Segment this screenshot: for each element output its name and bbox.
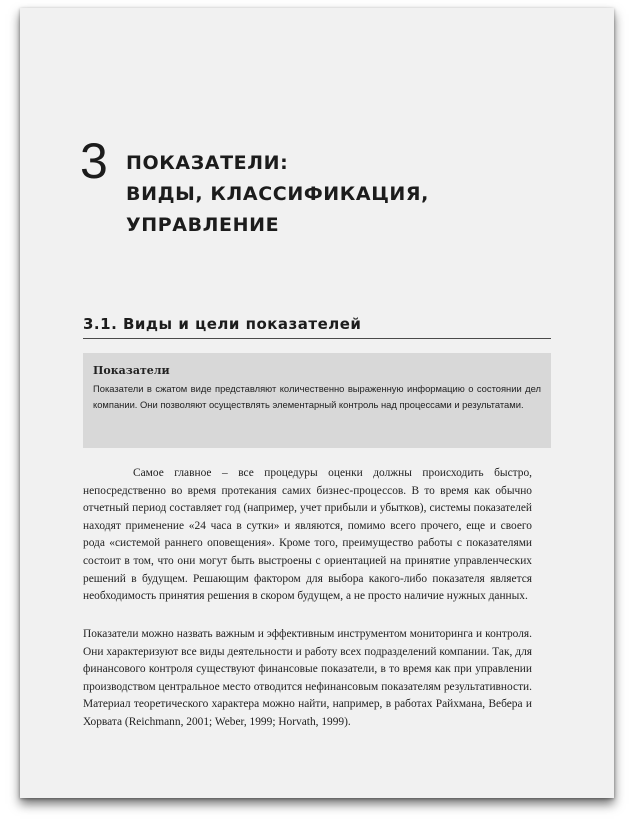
section-heading: 3.1. Виды и цели показателей: [83, 315, 362, 333]
chapter-title: [126, 148, 429, 241]
book-page: [20, 8, 614, 798]
definition-box: [83, 353, 551, 448]
section-divider: [83, 338, 551, 339]
chapter-title-line: УПРАВЛЕНИЕ: [126, 214, 280, 236]
chapter-title-line: ВИДЫ, КЛАССИФИКАЦИЯ,: [126, 183, 429, 205]
body-paragraph: Самое главное – все процедуры оценки должны происходить быстро, непосредственно во время протекания самих бизнес-процессов. В то время как обычно отчетный период составляет год (например, учет прибыли и убытков), системы показателей находят применение «24 часа в сутки» и являются, помимо всего прочего, еще и своего рода «системой раннего оповещения». Кроме того, преимущество работы с показателями состоит в том, что они могут быть выстроены с ориентацией на принятие управленческих решений в будущем. Решающим фактором для выбора какого-либо показателя является необходимость принятия решения в скором будущем, а не просто наличие нужных данных.: [83, 467, 532, 603]
chapter-number: 3: [80, 133, 108, 189]
chapter-title-line: ПОКАЗАТЕЛИ:: [126, 152, 289, 174]
body-paragraph: Показатели можно назвать важным и эффективным инструментом мониторинга и контроля. Они характеризуют все виды деятельности и работу всех подразделений компании. Так, для финансового контроля существуют финансовые показатели, в то время как при управлении производством центральное место отводится нефинансовым показателям результативности. Материал теоретического характера можно найти, например, в работах Райхмана, Вебера и Хорвата (Reichmann, 2001; Weber, 1999; Horvath, 1999).: [83, 628, 532, 728]
definition-title: Показатели: [93, 364, 170, 377]
definition-text: Показатели в сжатом виде представляют количественно выраженную информацию о состоянии дел компании. Они позволяют осуществлять элементарный контроль над процессами и результатами.: [93, 383, 541, 410]
